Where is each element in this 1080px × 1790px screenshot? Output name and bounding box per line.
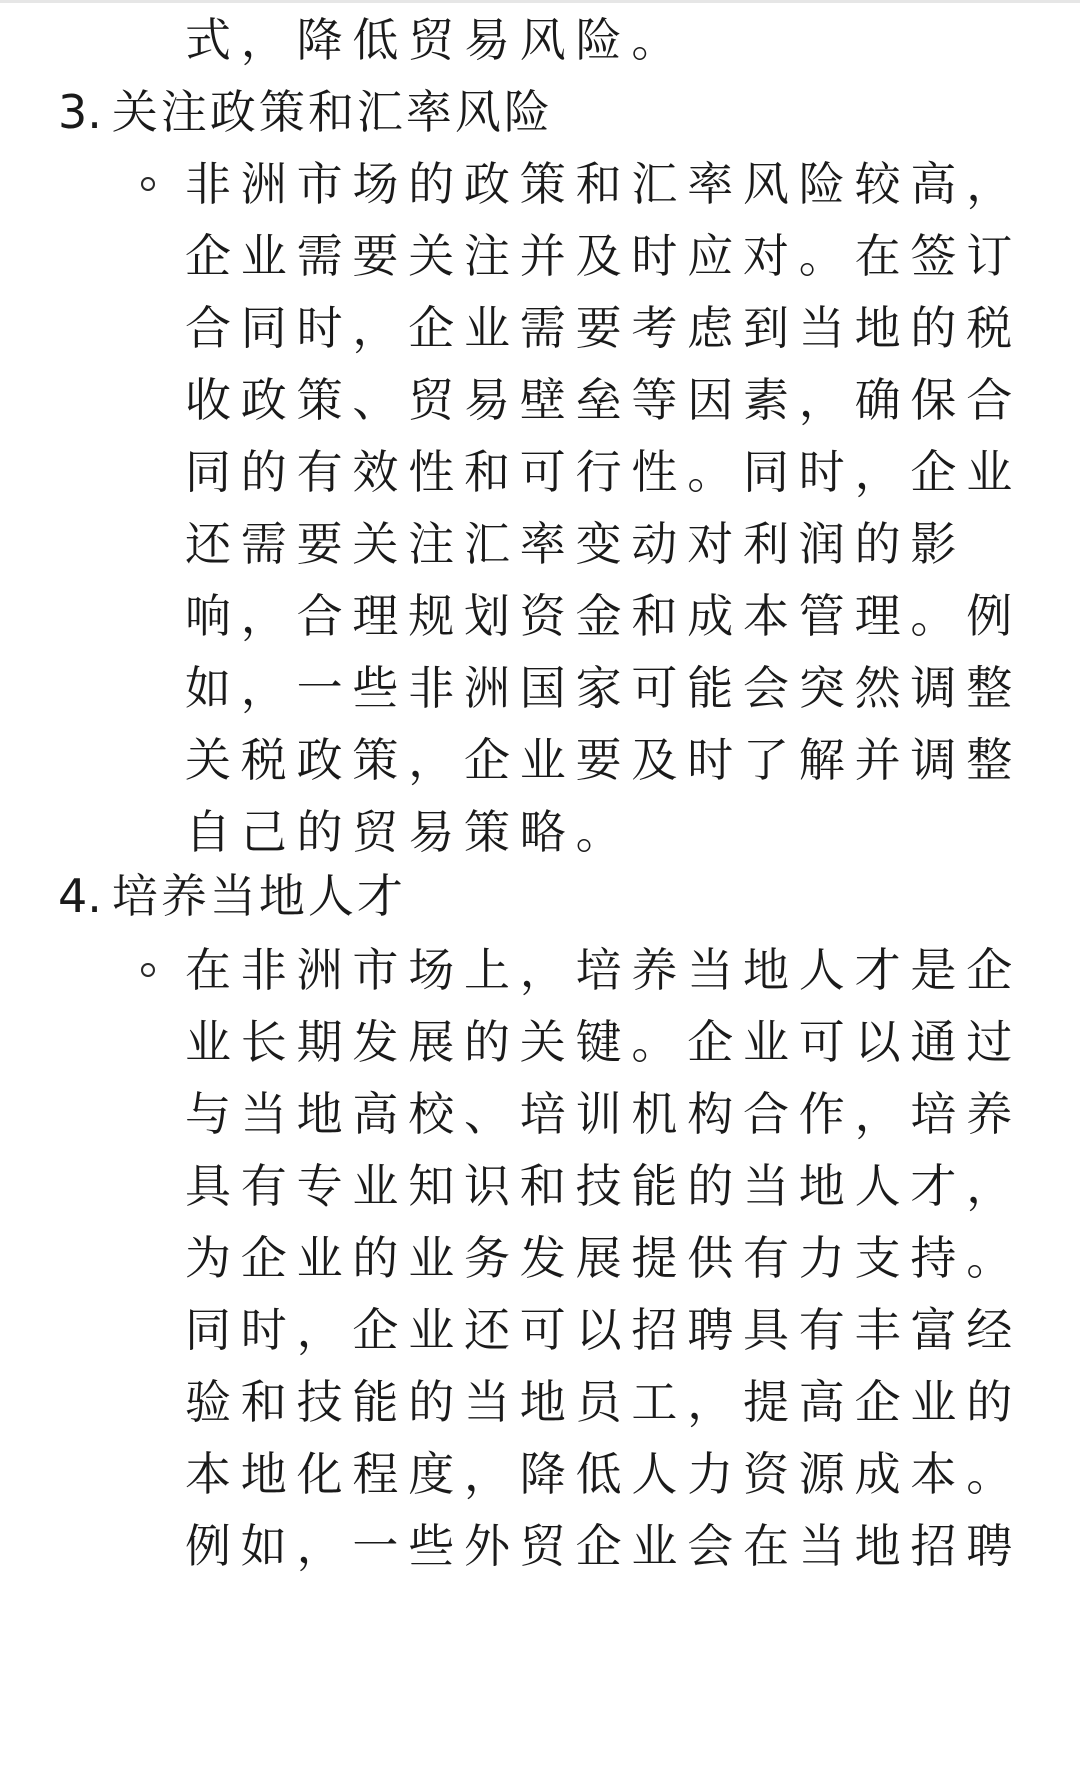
item-4-text-line: 同时，企业还可以招聘具有丰富经 [185, 1303, 1022, 1357]
item-4-text-line: 具有专业知识和技能的当地人才， [185, 1159, 1022, 1213]
top-divider [0, 0, 1080, 3]
item-4-text-line: 验和技能的当地员工，提高企业的 [185, 1375, 1022, 1429]
item-4-text-line: 本地化程度，降低人力资源成本。 [185, 1447, 1022, 1501]
list-item-3-title: 关注政策和汇率风险 [111, 85, 553, 139]
bullet-circle-icon [141, 177, 155, 191]
item-4-text-line: 业长期发展的关键。企业可以通过 [185, 1015, 1022, 1069]
item-3-text-line: 自己的贸易策略。 [185, 805, 632, 859]
item-4-text-line: 例如，一些外贸企业会在当地招聘 [185, 1519, 1022, 1573]
item-2-text-tail: 式，降低贸易风险。 [185, 13, 688, 67]
list-item-4-heading [58, 866, 406, 926]
item-3-text-line: 还需要关注汇率变动对利润的影 [185, 517, 967, 571]
list-item-3-number: 3. [58, 85, 102, 139]
item-3-text-line: 非洲市场的政策和汇率风险较高， [185, 157, 1022, 211]
item-3-text-line: 如，一些非洲国家可能会突然调整 [185, 661, 1022, 715]
item-3-text-line: 关税政策，企业要及时了解并调整 [185, 733, 1022, 787]
list-item-4-number: 4. [58, 869, 102, 923]
bullet-circle-icon [141, 963, 155, 977]
item-3-text-line: 合同时，企业需要考虑到当地的税 [185, 301, 1022, 355]
item-3-text-line: 响，合理规划资金和成本管理。例 [185, 589, 1022, 643]
list-item-3-heading [58, 82, 553, 142]
item-4-text-line: 与当地高校、培训机构合作，培养 [185, 1087, 1022, 1141]
item-4-text-line: 为企业的业务发展提供有力支持。 [185, 1231, 1022, 1285]
item-4-text-line: 在非洲市场上，培养当地人才是企 [185, 943, 1022, 997]
list-item-4-title: 培养当地人才 [111, 869, 406, 923]
item-3-text-line: 企业需要关注并及时应对。在签订 [185, 229, 1022, 283]
item-3-text-line: 同的有效性和可行性。同时，企业 [185, 445, 1022, 499]
item-3-text-line: 收政策、贸易壁垒等因素，确保合 [185, 373, 1022, 427]
